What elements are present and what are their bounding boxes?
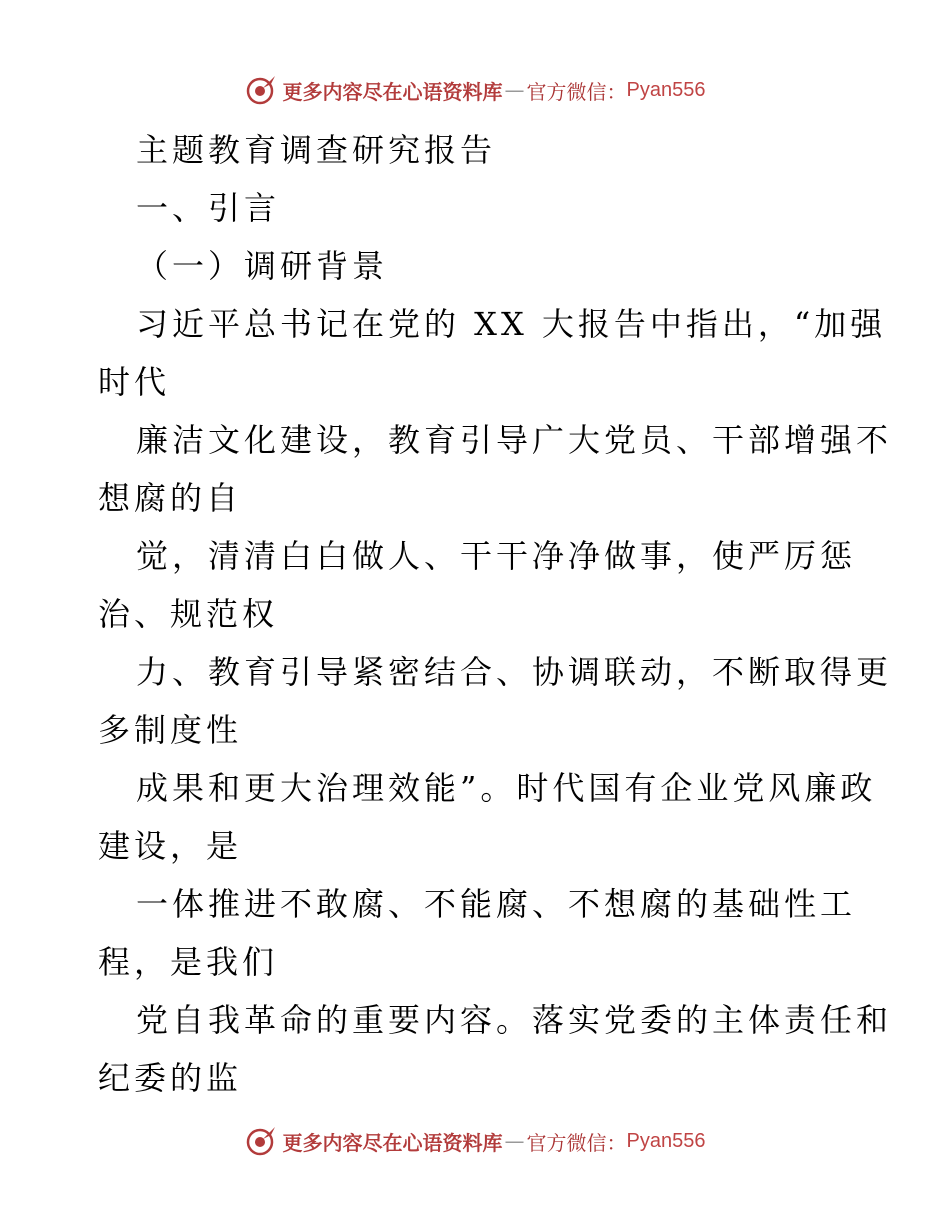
quill-logo-icon: [245, 74, 277, 106]
text-line: 纪委的监: [98, 1059, 243, 1097]
banner-main-text: 更多内容尽在心语资料库: [282, 1130, 503, 1155]
section-heading: 一、引言: [136, 189, 281, 227]
banner-dash: —: [504, 78, 525, 102]
banner-main-text: 更多内容尽在心语资料库: [282, 79, 503, 104]
text-line: 廉洁文化建设，教育引导广大党员、干部增强不: [136, 421, 893, 459]
banner-wechat-label: 官方微信：: [526, 79, 627, 104]
banner-wechat-id: Pyan556: [626, 78, 706, 101]
quill-logo-icon: [245, 1125, 277, 1157]
banner-wechat-id: Pyan556: [626, 1129, 706, 1152]
banner-wechat-label: 官方微信：: [526, 1130, 627, 1155]
text-line: 建设，是: [98, 827, 243, 865]
text-line: 时代: [98, 363, 171, 401]
text-line: 多制度性: [98, 711, 243, 749]
text-line: 成果和更大治理效能”。时代国有企业党风廉政: [136, 769, 877, 807]
text-line: 程，是我们: [98, 943, 279, 981]
text-line: 力、教育引导紧密结合、协调联动，不断取得更: [136, 653, 893, 691]
header-banner: [0, 70, 950, 110]
text-line: 习近平总书记在党的 XX 大报告中指出，“加强: [136, 305, 887, 343]
footer-banner: [0, 1121, 950, 1161]
document-title: 主题教育调查研究报告: [136, 131, 497, 169]
text-line: 觉，清清白白做人、干干净净做事，使严厉惩: [136, 537, 857, 575]
subsection-heading: （一）调研背景: [136, 247, 389, 285]
text-line: 想腐的自: [98, 479, 243, 517]
document-body: [98, 121, 893, 1107]
text-line: 党自我革命的重要内容。落实党委的主体责任和: [136, 1001, 893, 1039]
text-line: 治、规范权: [98, 595, 279, 633]
text-line: 一体推进不敢腐、不能腐、不想腐的基础性工: [136, 885, 857, 923]
banner-dash: —: [504, 1129, 525, 1153]
